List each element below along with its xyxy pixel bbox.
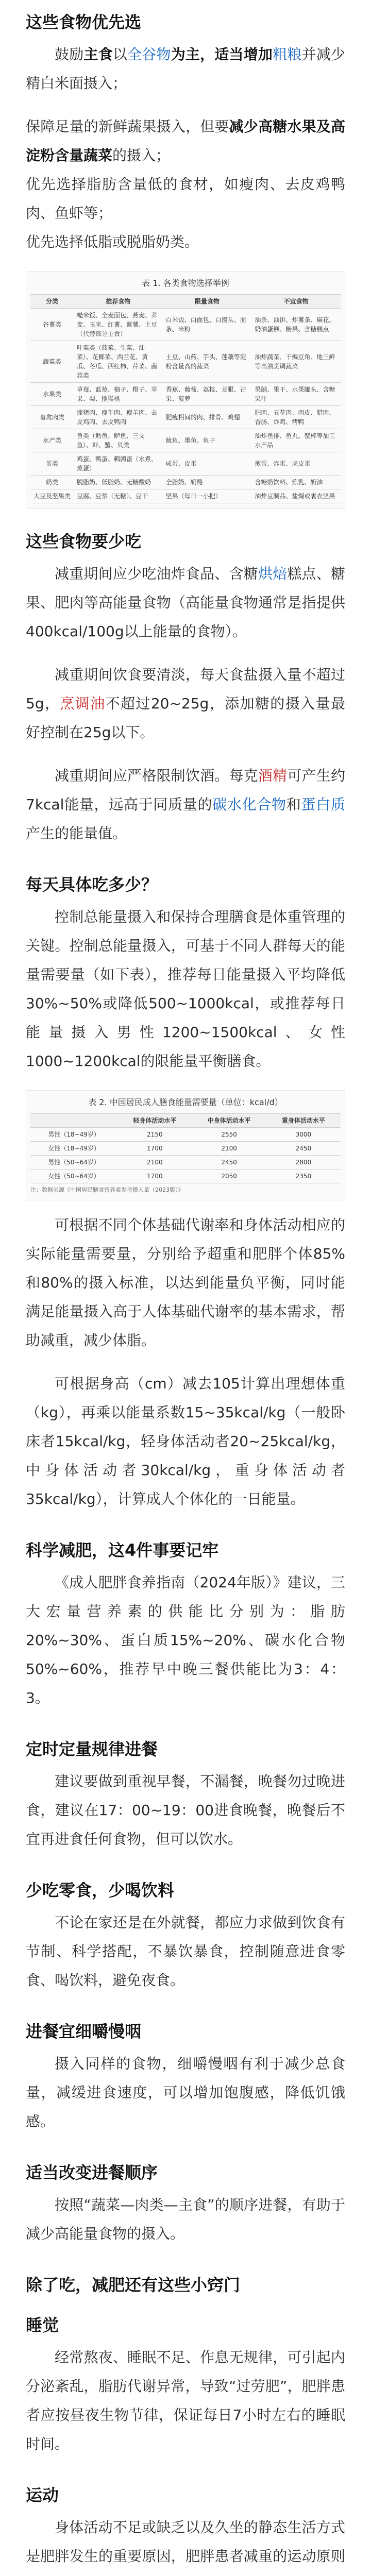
table-cell: 鸡蛋、鸭蛋、鹌鹑蛋（水煮、蒸蛋） (74, 452, 163, 476)
table-cell: 果脯、果干、水果罐头、含糖果汁 (251, 383, 341, 406)
prefer-item-2 (26, 112, 345, 170)
table-cell: 煎蛋、炸蛋、虎皮蛋 (251, 452, 341, 476)
table-cell: 坚果（每日一小把） (163, 489, 252, 503)
subsection-title: 进餐宜细嚼慢咽 (26, 2022, 142, 2041)
table-cell: 1700 (117, 1142, 192, 1156)
table-cell: 女性（50~64岁） (30, 1170, 117, 1183)
table-row (30, 1142, 341, 1156)
paragraph: 按照“蔬菜—肉类—主食”的顺序进餐，有助于减少高能量食物的摄入。 (26, 2196, 345, 2242)
section-title-four-tips: 科学减肥，这4件事要记牢 (26, 1540, 219, 1560)
table-row (30, 309, 341, 341)
subsection-title: 少吃零食，少喝饮料 (26, 1880, 175, 1900)
keyword-link[interactable]: 蛋白质 (301, 796, 345, 813)
keyword-link[interactable]: 烹调油 (60, 695, 106, 712)
table-cell: 水产类 (30, 429, 74, 452)
energy-table (30, 1113, 341, 1183)
prefer-item-4 (26, 228, 345, 257)
table-cell: 蛋类 (30, 452, 74, 476)
table-cell: 2150 (117, 1128, 192, 1142)
section-title-how-much: 每天具体吃多少？ (26, 875, 158, 894)
keyword-link[interactable]: 碳水化合物 (212, 796, 286, 813)
energy-table-figure (26, 1090, 345, 1200)
table-row (30, 429, 341, 452)
table-cell: 土豆、山药、芋头、莲藕等淀粉含量高的蔬菜 (163, 341, 252, 383)
table-header-cell: 分类 (30, 295, 74, 309)
table-cell: 含糖奶饮料、炼乳、奶油 (251, 476, 341, 489)
table-cell: 男性（18~49岁） (30, 1128, 117, 1142)
paragraph: 不论在家还是在外就餐，都应力求做到饮食有节制、科学搭配，不暴饮暴食，控制随意进食零食、喝饮料，避免夜食。 (26, 1914, 345, 1989)
paragraph (26, 761, 345, 848)
text: 以 (112, 46, 128, 63)
text: 减重期间应严格限制饮酒。每克 (55, 767, 258, 784)
paragraph: 《成人肥胖食养指南（2024年版）》建议，三大宏量营养素的供能比分别为：脂肪20%~30%、蛋白质15%~20%、碳水化合物50%~60%，推荐早中晚三餐供能比为3：4：3。 (26, 1574, 345, 1706)
table-row (30, 406, 341, 429)
table-cell: 香蕉、葡萄、荔枝、龙眼、芒果、菠萝 (163, 383, 252, 406)
paragraph: 摄入同样的食物，细嚼慢咽有利于减少总食量，减缓进食速度，可以增加饱腹感，降低饥饿感。 (26, 2055, 345, 2130)
table-row (30, 1170, 341, 1183)
subsection-title: 睡觉 (26, 2315, 59, 2335)
table-header-cell: 重身体活动水平 (266, 1114, 341, 1128)
keyword-link[interactable]: 烘焙 (258, 565, 288, 582)
section-title-eat-less: 这些食物要少吃 (26, 532, 142, 551)
table-cell: 1700 (117, 1170, 192, 1183)
table-cell: 糙米饭、全麦面包、燕麦、荞麦、玉米、红薯、紫薯、土豆（代替部分主食） (74, 309, 163, 341)
keyword-link[interactable]: 粗粮 (273, 46, 302, 63)
table-row (30, 452, 341, 476)
text: 糕点、糖果、肥肉等高能量食物（高能量食物通常是指提供400kcal/100g以上能量的食物）。 (26, 565, 345, 640)
food-choice-table-figure (26, 271, 345, 509)
bold-text: 为主，适当增加 (171, 46, 273, 63)
table-cell: 草莓、蓝莓、柚子、橙子、苹果、梨、猕猴桃 (74, 383, 163, 406)
table-header-row (30, 1114, 341, 1128)
table-cell: 豆腐、豆浆（无糖）、豆干 (74, 489, 163, 503)
table-cell: 2550 (192, 1128, 266, 1142)
table-cell: 2450 (192, 1156, 266, 1170)
table-cell: 全脂奶、奶酪 (163, 476, 252, 489)
table-cell: 脱脂奶、低脂奶、无糖酸奶 (74, 476, 163, 489)
text: 优先选择脂肪含量低的食材，如瘦肉、去皮鸡鸭肉、鱼虾等； (26, 176, 345, 222)
paragraph: 身体活动不足或缺乏以及久坐的静态生活方式是肥胖发生的重要原因，肥胖患者减重的运动原则 (26, 2519, 345, 2565)
table-header-cell: 限量食物 (163, 295, 252, 309)
text: 不超过20~25g，添加糖的摄入量最好控制在25g以下。 (26, 695, 345, 741)
table-cell: 男性（50~64岁） (30, 1156, 117, 1170)
table-header-cell: 不宜食物 (251, 295, 341, 309)
paragraph: 可根据身高（cm）减去105计算出理想体重（kg），再乘以能量系数15~35kcal/kg（一般卧床者15kcal/kg，轻身体活动者20~25kcal/kg，中身体活动者30kcal/kg，重身体活动者35kcal/kg），计算成人个体化的一日能量。 (26, 1375, 345, 1507)
text: 减重期间饮食要清淡，每天食盐摄入量不超过5g， (26, 666, 345, 712)
prefer-item-1 (26, 40, 345, 98)
table-cell: 鱼类（鳕鱼、鲈鱼、三文鱼）、虾、蟹、贝类 (74, 429, 163, 452)
table-cell: 油炸鱼排、鱼丸、蟹棒等加工水产品 (251, 429, 341, 452)
table-cell: 水果类 (30, 383, 74, 406)
keyword-link[interactable]: 酒精 (258, 767, 288, 784)
table-row (30, 341, 341, 383)
table-cell: 鱿鱼、墨鱼、鱼子 (163, 429, 252, 452)
bold-text: 减少高糖水果及高淀粉含量蔬菜 (26, 118, 345, 164)
table-header-row (30, 295, 341, 309)
food-choice-table (30, 294, 341, 503)
table-cell: 叶菜类（菠菜、生菜、油菜）、花椰菜、西兰花、黄瓜、冬瓜、西红柿、芹菜、菌菇类 (74, 341, 163, 383)
section-title-other-tips: 除了吃，减肥还有这些小窍门 (26, 2275, 241, 2295)
table-cell: 2100 (117, 1156, 192, 1170)
table-cell: 3000 (266, 1128, 341, 1142)
bold-text: 主食 (83, 46, 113, 63)
table-row (30, 1128, 341, 1142)
text: 可产生约7kcal能量，远高于同质量的 (26, 767, 345, 813)
subsection-title: 适当改变进餐顺序 (26, 2163, 158, 2182)
text: 保障足量的新鲜蔬果摄入，但要 (26, 118, 229, 135)
paragraph: 可根据不同个体基础代谢率和身体活动相应的实际能量需要量，分别给予超重和肥胖个体85%和80%的摄入标准，以达到能量负平衡，同时能满足能量摄入高于人体基础代谢率的基本需求，帮助减重，减少体脂。 (26, 1216, 345, 1349)
subsection-title: 运动 (26, 2485, 59, 2505)
table-row (30, 489, 341, 503)
table-cell: 白米饭、白面包、白馒头、面条、米粉 (163, 309, 252, 341)
table-cell: 油炸豆制品、盐焗或裹衣坚果 (251, 489, 341, 503)
section-title-prefer-foods: 这些食物优先选 (26, 12, 142, 32)
table-cell: 蔬菜类 (30, 341, 74, 383)
table-header-cell (30, 1114, 117, 1128)
table-cell: 油条、油饼、炸薯条、麻花、奶油蛋糕、糖果、含糖糕点 (251, 309, 341, 341)
paragraph (26, 560, 345, 646)
table-cell: 2800 (266, 1156, 341, 1170)
table-cell: 瘦猪肉、瘦牛肉、瘦羊肉、去皮鸡肉、去皮鸭肉 (74, 406, 163, 429)
text: 减重期间应少吃油炸食品、含糖 (55, 565, 258, 582)
text: 产生的能量值。 (26, 825, 127, 842)
table-cell: 2450 (266, 1142, 341, 1156)
text: 鼓励 (55, 46, 84, 63)
table-title: 表 1. 各类食物选择举例 (142, 278, 229, 288)
table-header-cell: 轻身体活动水平 (117, 1114, 192, 1128)
table-cell: 大豆及坚果类 (30, 489, 74, 503)
table-cell: 奶类 (30, 476, 74, 489)
table-cell: 女性（18~49岁） (30, 1142, 117, 1156)
paragraph: 控制总能量摄入和保持合理膳食是体重管理的关键。控制总能量摄入，可基于不同人群每天的能量需要量（如下表），推荐每日能量摄入平均降低30%~50%或降低500~1000kcal，或推荐每日能量摄入男性1200~1500kcal、女性1000~1200kcal的限能量平衡膳食。 (26, 908, 345, 1070)
text: 和 (286, 796, 301, 813)
table-cell: 油炸蔬菜、干煸豆角、地三鲜等高油烹调蔬菜 (251, 341, 341, 383)
prefer-item-3 (26, 170, 345, 228)
table-title: 表 2. 中国居民成人膳食能量需要量（单位：kcal/d） (88, 1097, 283, 1107)
text: 的摄入； (112, 147, 171, 164)
table-row (30, 383, 341, 406)
text: 并减少精白米面摄入； (26, 46, 345, 92)
table-header-cell: 推荐食物 (74, 295, 163, 309)
table-cell: 2100 (192, 1142, 266, 1156)
table-cell: 肥肉、五花肉、肉皮、腊肉、香肠、炸鸡、烤鸭 (251, 406, 341, 429)
table-cell: 畜禽肉类 (30, 406, 74, 429)
table-row (30, 476, 341, 489)
table-cell: 咸蛋、皮蛋 (163, 452, 252, 476)
paragraph (26, 660, 345, 747)
table-note: 注：数据来源《中国居民膳食营养素参考摄入量（2023版）》 (30, 1187, 184, 1193)
text: 优先选择低脂或脱脂奶类。 (26, 233, 199, 250)
table-cell: 2050 (192, 1170, 266, 1183)
paragraph: 建议要做到重视早餐，不漏餐，晚餐勿过晚进食，建议在17：00~19：00进食晚餐，晚餐后不宜再进食任何食物，但可以饮水。 (26, 1773, 345, 1848)
table-cell: 谷薯类 (30, 309, 74, 341)
table-header-cell: 中身体活动水平 (192, 1114, 266, 1128)
table-cell: 2350 (266, 1170, 341, 1183)
paragraph: 经常熬夜、睡眠不足、作息无规律，可引起内分泌紊乱，脂肪代谢异常，导致“过劳肥”，肥胖患者应按昼夜生物节律，保证每日7小时左右的睡眠时间。 (26, 2349, 345, 2452)
table-row (30, 1156, 341, 1170)
keyword-link[interactable]: 全谷物 (127, 46, 171, 63)
table-cell: 肥瘦相间的肉、排骨、鸡翅 (163, 406, 252, 429)
subsection-title: 定时定量规律进餐 (26, 1739, 158, 1759)
